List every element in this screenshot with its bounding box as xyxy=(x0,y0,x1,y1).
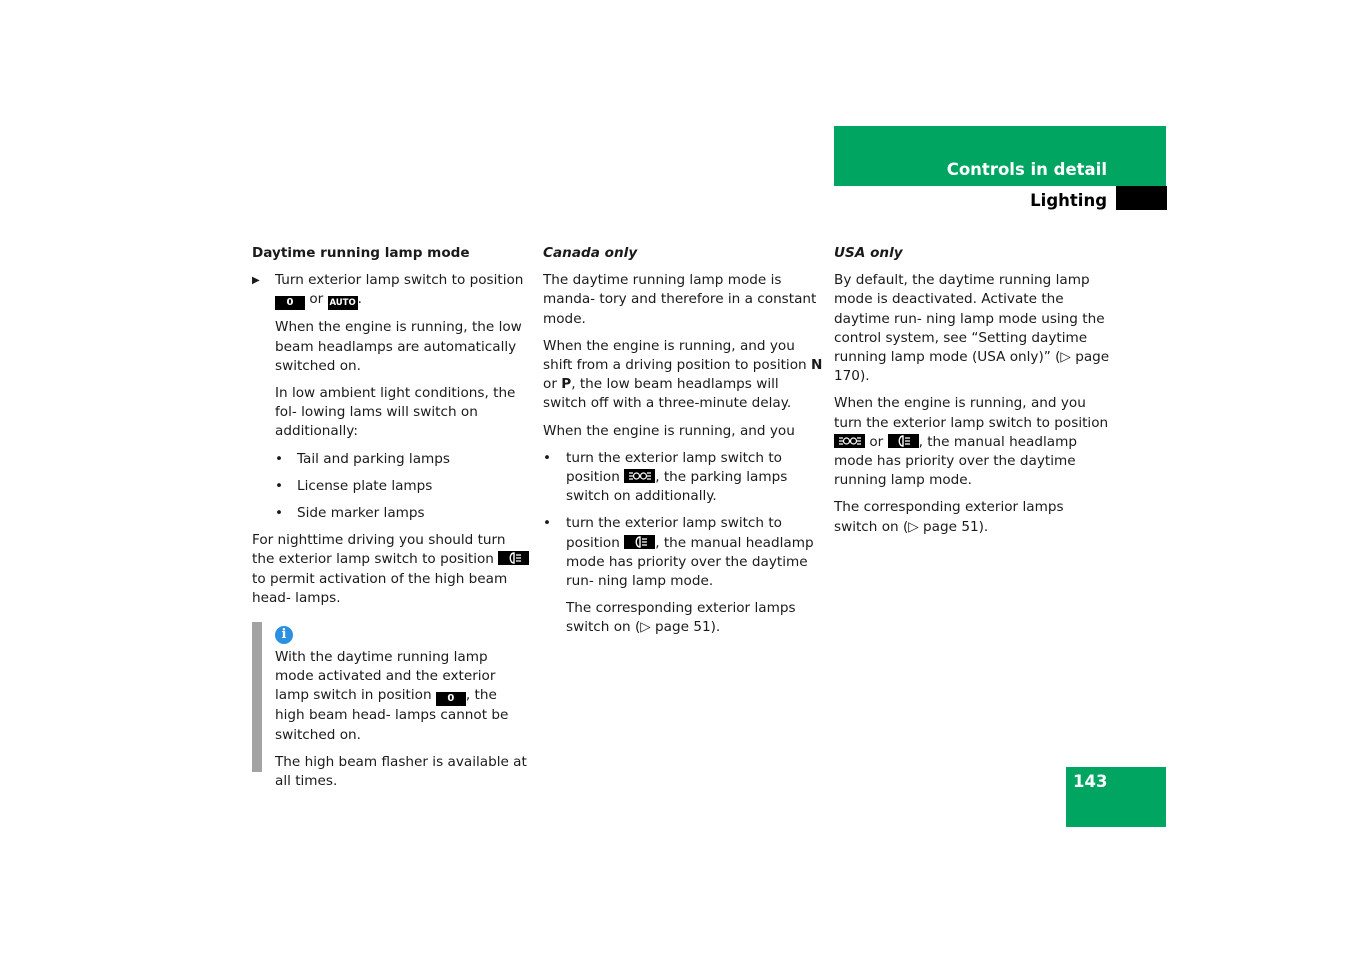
paragraph: The corresponding exterior lamps switch on (▷ page 51). xyxy=(566,600,796,636)
paragraph: By default, the daytime running lamp mode is deactivated. Activate the daytime run- ning lamp mode using the control system, see “Setting daytime running lamp mode (USA only)” (▷ page 170). xyxy=(834,272,1110,385)
section-title: Controls in detail xyxy=(946,160,1107,179)
paragraph: When the engine is running, the low beam headlamps are automatically switched on. xyxy=(275,319,522,374)
paragraph: The corresponding exterior lamps switch on (▷ page 51). xyxy=(834,499,1064,535)
paragraph: The daytime running lamp mode is manda- tory and therefore in a constant mode. xyxy=(543,272,817,327)
gear-p: P xyxy=(561,376,572,393)
low-beam-icon xyxy=(624,535,655,549)
bullet-list xyxy=(252,450,530,524)
gear-n: N xyxy=(810,357,823,374)
note-paragraph: With the daytime running lamp mode activated and the exterior lamp switch in position 0 , the high beam head- lamps cannot be switched on. xyxy=(275,649,509,743)
page-number-box xyxy=(1066,767,1166,827)
paragraph: In low ambient light conditions, the fol- lowing lams will switch on additionally: xyxy=(275,385,516,440)
paragraph: For nighttime driving you should turn the exterior lamp switch to position to permit activation of the high beam head- lamps. xyxy=(252,531,530,608)
low-beam-icon xyxy=(888,434,919,448)
bullet-icon: • xyxy=(275,505,284,522)
list-item: • turn the exterior lamp switch to position , the parking lamps switch on additionally. xyxy=(543,449,788,505)
list-item: • Tail and parking lamps xyxy=(252,450,530,469)
column-3 xyxy=(834,244,1110,545)
note-bar xyxy=(252,622,262,772)
switch-position-zero-icon: 0 xyxy=(436,692,466,706)
note-paragraph: The high beam flasher is available at all times. xyxy=(275,753,527,790)
heading-daytime-running: Daytime running lamp mode xyxy=(252,245,470,261)
heading-canada-only: Canada only xyxy=(543,245,638,261)
column-1 xyxy=(252,244,530,799)
info-note xyxy=(252,626,530,791)
bullet-icon: • xyxy=(543,515,552,532)
list-item: • turn the exterior lamp switch to position , the manual headlamp mode has priority over the daytime run- ning lamp mode. xyxy=(543,515,814,590)
subsection-tab xyxy=(1116,186,1167,210)
step-triangle-icon: ▶ xyxy=(252,275,260,287)
heading-usa-only: USA only xyxy=(834,245,903,261)
paragraph: When the engine is running, and you xyxy=(543,422,795,439)
bullet-list xyxy=(543,449,825,591)
instruction-step: ▶ Turn exterior lamp switch to position 0 or AUTO . xyxy=(252,272,524,309)
parking-lamp-icon xyxy=(834,434,865,448)
low-beam-icon xyxy=(498,551,529,565)
bullet-icon: • xyxy=(275,477,284,494)
paragraph: When the engine is running, and you turn the exterior lamp switch to position or , the manual headlamp mode has priority over the daytime running lamp mode. xyxy=(834,395,1109,489)
list-item: • License plate lamps xyxy=(252,477,530,496)
paragraph: When the engine is running, and you shift from a driving position to position N or P, the low beam headlamps will switch off with a three-minute delay. xyxy=(543,337,823,412)
bullet-icon: • xyxy=(275,450,284,467)
info-icon: i xyxy=(275,626,293,644)
switch-position-zero-icon: 0 xyxy=(275,296,305,310)
column-2 xyxy=(543,244,825,646)
list-item: • Side marker lamps xyxy=(252,504,530,523)
switch-position-auto-icon: AUTO xyxy=(329,298,356,309)
subsection-title: Lighting xyxy=(1030,191,1107,210)
bullet-icon: • xyxy=(543,449,552,466)
parking-lamp-icon xyxy=(624,469,655,483)
page-number: 143 xyxy=(1073,772,1108,791)
